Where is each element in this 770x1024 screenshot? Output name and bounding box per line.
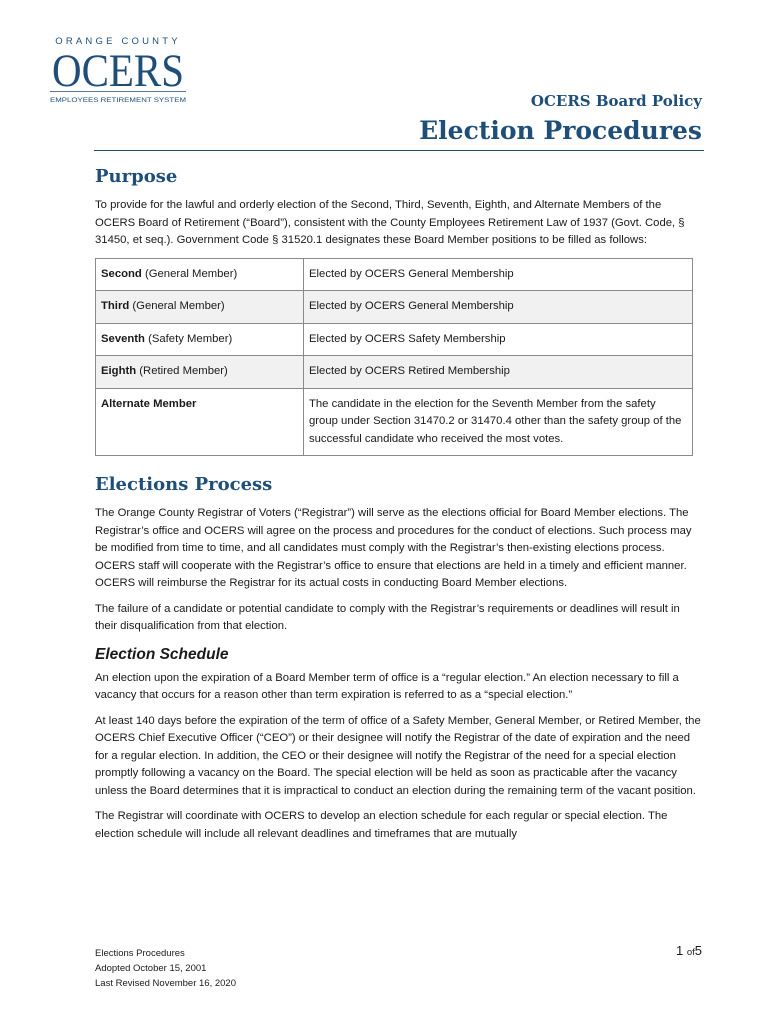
position-name: Third: [101, 300, 130, 312]
footer-adopted: Adopted October 15, 2001: [95, 963, 207, 974]
policy-label: OCERS Board Policy: [530, 92, 702, 110]
elections-process-paragraph-2: The failure of a candidate or potential candidate to comply with the Registrar’s requirements or deadlines will result in their disqualification from that election.: [95, 602, 680, 632]
page-total: 5: [694, 943, 702, 958]
ocers-logo: [48, 34, 188, 106]
page-number: [676, 943, 702, 958]
election-schedule-paragraph-3: The Registrar will coordinate with OCERS to develop an election schedule for each regular or special election. The election schedule will include all relevant deadlines and timeframes that are mutually: [95, 810, 668, 840]
elections-process-paragraph-1: The Orange County Registrar of Voters (“Registrar”) will serve as the elections official for Board Member elections. The Registrar’s office and OCERS will agree on the process and procedures for the conduct of elections. Such process may be modified from time to time, and all candidates must comply with the Registrar’s then-existing elections process. OCERS staff will cooperate with the Registrar’s office to ensure that elections are held in a timely and efficient manner. OCERS will reimburse the Registrar for its actual costs in conducting Board Member elections.: [95, 507, 692, 589]
table-row: [96, 388, 693, 456]
position-elected-by: Elected by OCERS Safety Membership: [304, 323, 693, 356]
purpose-heading: Purpose: [95, 166, 178, 187]
table-row: [96, 356, 693, 389]
position-type: (Retired Member): [136, 365, 228, 377]
position-elected-by: The candidate in the election for the Seventh Member from the safety group under Section 31470.2 or 31470.4 other than the safety group of the successful candidate who received the most votes.: [304, 388, 693, 456]
page-of: of: [686, 947, 695, 958]
table-row: [96, 258, 693, 291]
policy-header: [419, 92, 702, 145]
position-name: Alternate Member: [101, 397, 197, 410]
footer-revised: Last Revised November 16, 2020: [95, 978, 236, 989]
position-elected-by: Elected by OCERS General Membership: [304, 291, 693, 324]
document-body: [95, 166, 703, 851]
position-type: (General Member): [141, 267, 238, 280]
logo-org-sub: EMPLOYEES RETIREMENT SYSTEM: [50, 97, 186, 104]
table-row: [96, 323, 693, 356]
page-title: Election Procedures: [419, 116, 702, 145]
election-schedule-paragraph-2: At least 140 days before the expiration of the term of office of a Safety Member, General Member, or Retired Member, the OCERS Chief Executive Officer (“CEO”) or their designee will notify the Registrar of the date of expiration and the need for a regular election. In addition, the CEO or their designee will notify the Registrar of the need for a special election promptly following a vacancy on the Board. The special election will be held as soon as practicable after the vacancy unless the Board determines that it is impractical to conduct an election during the remaining term of the vacant position.: [95, 714, 701, 797]
position-name: Second: [101, 267, 142, 280]
position-name: Seventh: [101, 332, 145, 345]
purpose-text: To provide for the lawful and orderly election of the Second, Third, Seventh, Eighth, and Alternate Members of the OCERS Board of Retirement (“Board”), consistent with the County Employees Retirement Law of 1937 (Govt. Code, § 31450, et seq.). Government Code § 31520.1 designates these Board Member positions to be filled as follows:: [95, 199, 685, 246]
elections-process-heading: Elections Process: [95, 474, 273, 495]
page-footer: [95, 946, 236, 991]
positions-table: [95, 258, 693, 457]
footer-doc-title: Elections Procedures: [95, 948, 185, 959]
position-type: (Safety Member): [144, 332, 233, 345]
position-type: (General Member): [129, 300, 225, 312]
logo-org-main: OCERS: [52, 45, 184, 97]
election-schedule-heading: Election Schedule: [95, 645, 229, 663]
election-schedule-paragraph-1: An election upon the expiration of a Board Member term of office is a “regular election.” An election necessary to fill a vacancy that occurs for a reason other than term expiration is referred to as a “special election.”: [95, 671, 679, 701]
position-elected-by: Elected by OCERS Retired Membership: [304, 356, 693, 389]
logo-org-top: ORANGE COUNTY: [55, 36, 181, 47]
position-elected-by: Elected by OCERS General Membership: [304, 258, 693, 291]
table-row: [96, 291, 693, 324]
page-current: 1: [675, 943, 684, 958]
title-divider: [94, 150, 704, 151]
position-name: Eighth: [101, 365, 137, 377]
